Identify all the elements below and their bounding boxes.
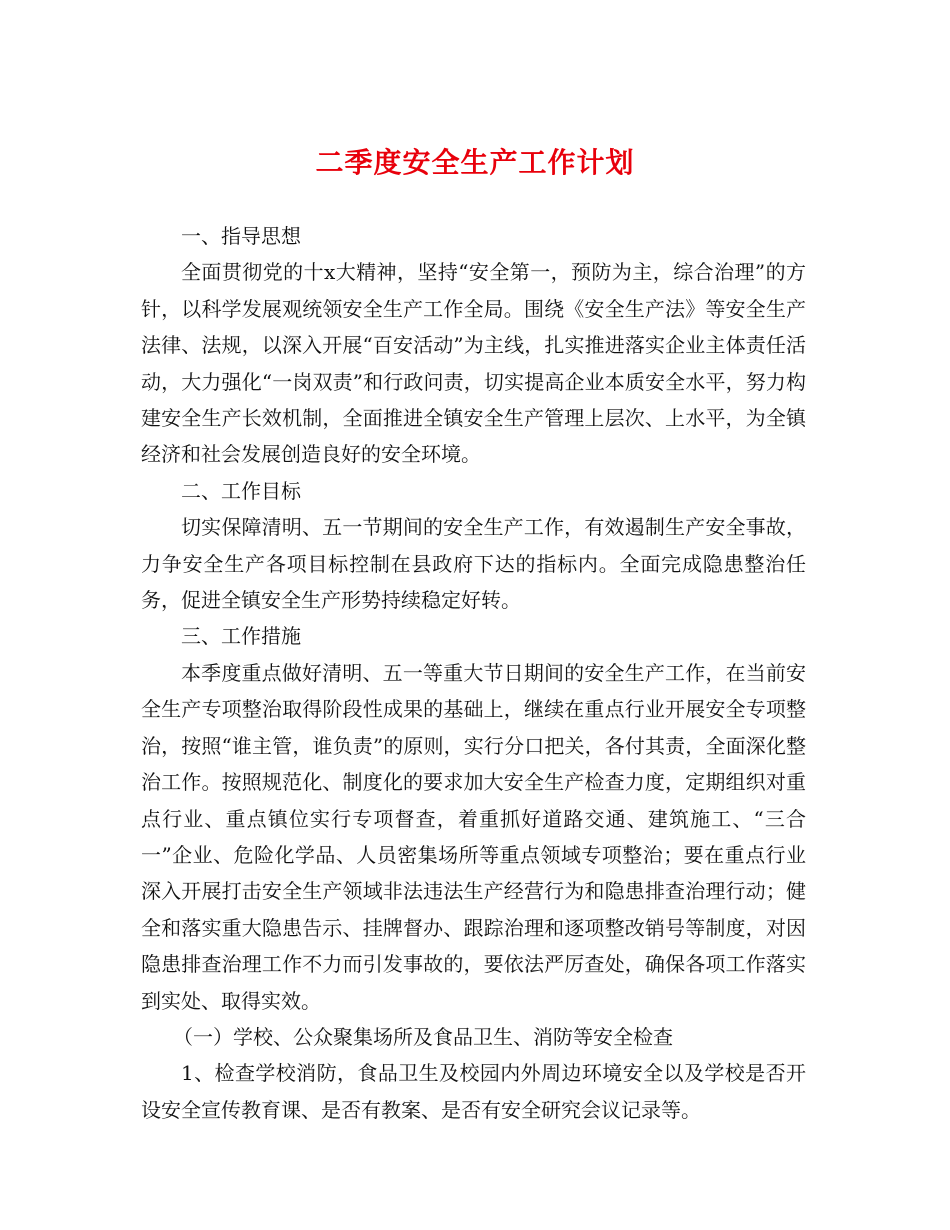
section-heading-work-measures: 三、工作措施 [181, 624, 301, 649]
section-heading-work-goals: 二、工作目标 [181, 478, 301, 503]
document-body [141, 218, 806, 1128]
section-heading-guiding-ideology: 一、指导思想 [181, 224, 301, 248]
paragraph-work-goals: 切实保障清明、五一节期间的安全生产工作，有效遏制生产安全事故，力争安全生产各项目标控制在县政府下达的指标内。全面完成隐患整治任务，促进全镇安全生产形势持续稳定好转。 [141, 515, 806, 613]
document-title: 二季度安全生产工作计划 [315, 146, 635, 179]
paragraph-school-inspection-item-1: 1、检查学校消防，食品卫生及校园内外周边环境安全以及学校是否开设安全宣传教育课、是否有教案、是否有安全研究会议记录等。 [141, 1061, 806, 1122]
subsection-heading-school-inspection: （一）学校、公众聚集场所及食品卫生、消防等安全检查 [173, 1024, 673, 1049]
paragraph-guiding-ideology: 全面贯彻党的十x大精神，坚持“安全第一，预防为主，综合治理”的方针，以科学发展观统领安全生产工作全局。围绕《安全生产法》等安全生产法律、法规，以深入开展“百安活动”为主线，扎实推进落实企业主体责任活动，大力强化“一岗双责”和行政问责，切实提高企业本质安全水平，努力构建安全生产长效机制，全面推进全镇安全生产管理上层次、上水平，为全镇经济和社会发展创造良好的安全环境。 [141, 260, 806, 467]
paragraph-work-measures: 本季度重点做好清明、五一等重大节日期间的安全生产工作，在当前安全生产专项整治取得阶段性成果的基础上，继续在重点行业开展安全专项整治，按照“谁主管，谁负责”的原则，实行分口把关，各付其责，全面深化整治工作。按照规范化、制度化的要求加大安全生产检查力度，定期组织对重点行业、重点镇位实行专项督查，着重抓好道路交通、建筑施工、“三合一”企业、危险化学品、人员密集场所等重点领域专项整治；要在重点行业深入开展打击安全生产领域非法违法生产经营行为和隐患排查治理行动；健全和落实重大隐患告示、挂牌督办、跟踪治理和逐项整改销号等制度，对因隐患排查治理工作不力而引发事故的，要依法严厉查处，确保各项工作落实到实处、取得实效。 [141, 660, 806, 1013]
